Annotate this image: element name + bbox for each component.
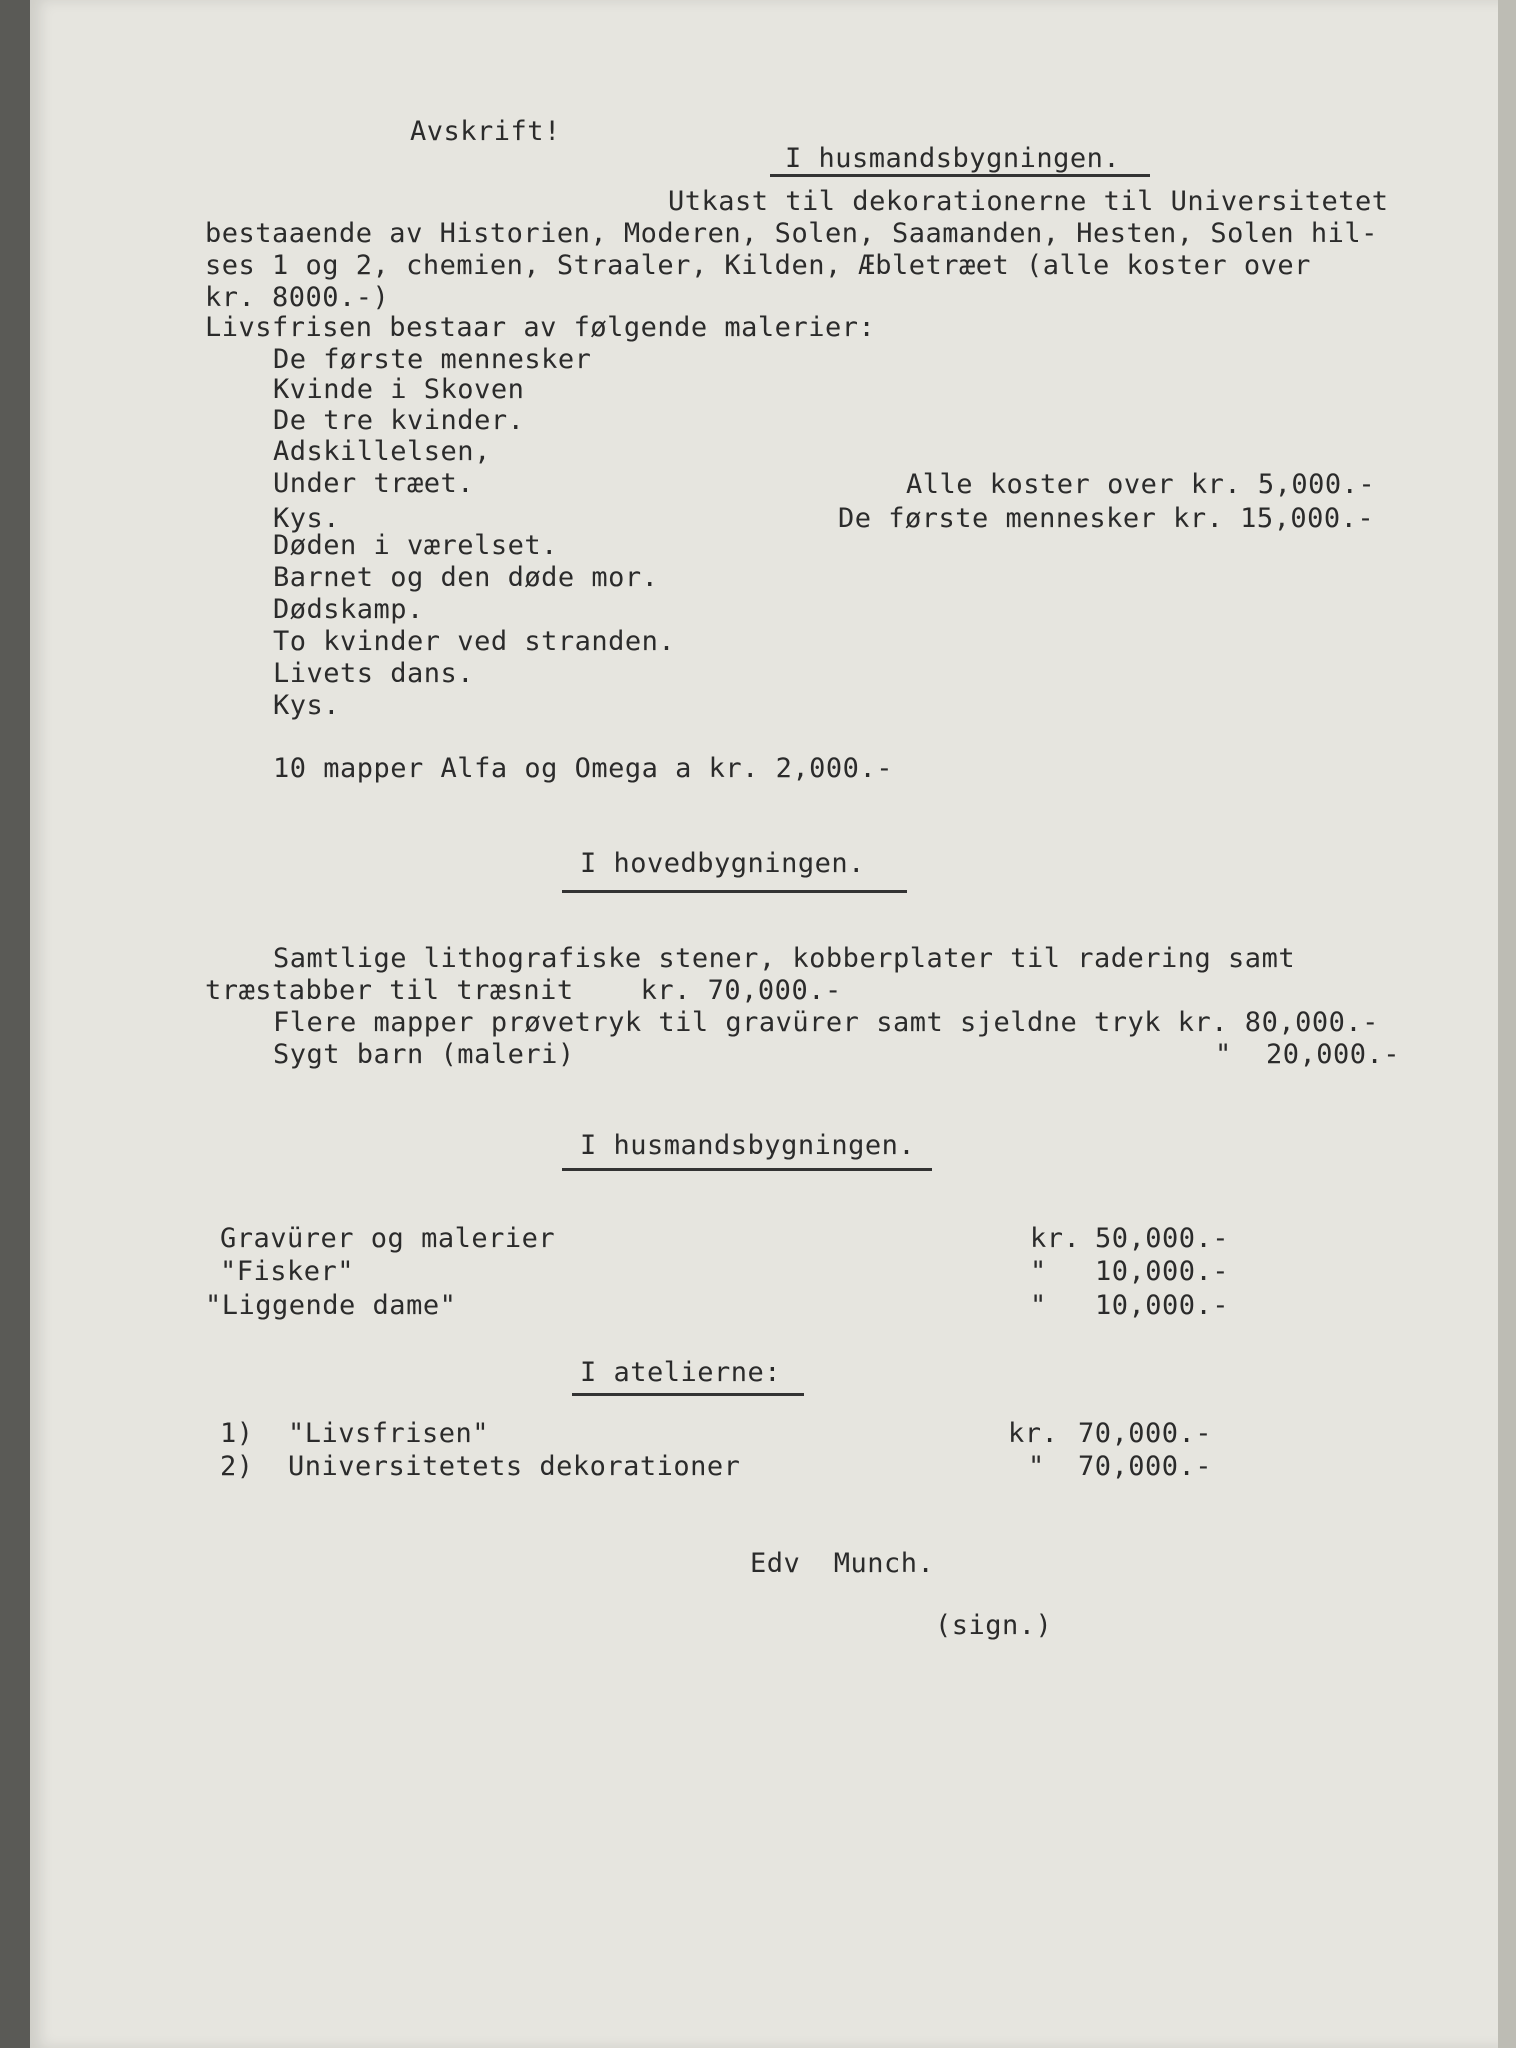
- list-item: Under træet.: [273, 468, 475, 499]
- intro-line-5: Livsfrisen bestaar av følgende malerier:: [205, 312, 876, 343]
- livsfrisen-note-1: Alle koster over kr. 5,000.-: [906, 469, 1376, 500]
- list-item: Kys.: [273, 503, 341, 534]
- table-row-value: 70,000.-: [1078, 1451, 1213, 1482]
- list-item: Dødskamp.: [273, 594, 424, 625]
- table-row-num: 2): [220, 1451, 254, 1482]
- intro-line-4: kr. 8000.-): [205, 282, 390, 313]
- list-item: De tre kvinder.: [273, 405, 525, 436]
- list-item: De første mennesker: [273, 344, 592, 375]
- signature-name: Edv Munch.: [750, 1548, 935, 1579]
- intro-line-1: Utkast til dekorationerne til Universitetet: [668, 186, 1389, 217]
- section3-title: I husmandsbygningen.: [580, 1130, 916, 1161]
- table-row-value: 70,000.-: [1078, 1418, 1213, 1449]
- section4-title: I atelierne:: [580, 1357, 782, 1388]
- table-row-label: "Liggende dame": [205, 1290, 457, 1321]
- section4-title-underline: [572, 1393, 804, 1396]
- table-row-value: 10,000.-: [1095, 1256, 1230, 1287]
- section2-title-underline: [562, 890, 907, 893]
- section1-title: I husmandsbygningen.: [785, 143, 1121, 174]
- table-row-prefix: kr.: [1030, 1223, 1081, 1254]
- list-item: Kvinde i Skoven: [273, 374, 525, 405]
- list-item: Barnet og den døde mor.: [273, 562, 659, 593]
- intro-line-2: bestaaende av Historien, Moderen, Solen, Saamanden, Hesten, Solen hil-: [205, 218, 1378, 249]
- list-item: Livets dans.: [273, 658, 475, 689]
- section2-line-3: Flere mapper prøvetryk til gravürer samt sjeldne tryk kr. 80,000.-: [273, 1007, 1379, 1038]
- list-item: Døden i værelset.: [273, 530, 558, 561]
- list-item: Adskillelsen,: [273, 436, 491, 467]
- table-row-prefix: ": [1030, 1256, 1047, 1287]
- section2-line-4-ditto: ": [1215, 1039, 1232, 1070]
- intro-line-3: ses 1 og 2, chemien, Straaler, Kilden, Æbletræet (alle koster over: [205, 250, 1311, 281]
- page-right-edge: [1498, 0, 1516, 2048]
- table-row-num: 1): [220, 1418, 254, 1449]
- section2-line-1: Samtlige lithografiske stener, kobberplater til radering samt: [273, 943, 1296, 974]
- livsfrisen-note-2: De første mennesker kr. 15,000.-: [838, 503, 1375, 534]
- list-item: To kvinder ved stranden.: [273, 626, 676, 657]
- avskrift-label: Avskrift!: [410, 116, 561, 147]
- table-row-label: Gravürer og malerier: [220, 1223, 556, 1254]
- signature-sign: (sign.): [935, 1610, 1053, 1641]
- table-row-prefix: kr.: [1008, 1418, 1059, 1449]
- section2-line-4-label: Sygt barn (maleri): [273, 1039, 575, 1070]
- binding-edge: [0, 0, 30, 2048]
- section2-line-2: træstabber til træsnit kr. 70,000.-: [205, 975, 842, 1006]
- section3-title-underline: [562, 1168, 932, 1171]
- table-row-value: 50,000.-: [1095, 1223, 1230, 1254]
- list-item: Kys.: [273, 690, 341, 721]
- table-row-label: "Livsfrisen": [288, 1418, 490, 1449]
- section2-title: I hovedbygningen.: [580, 848, 865, 879]
- table-row-prefix: ": [1028, 1451, 1045, 1482]
- table-row-label: Universitetets dekorationer: [288, 1451, 741, 1482]
- section2-line-4-value: 20,000.-: [1266, 1039, 1401, 1070]
- mapper-line: 10 mapper Alfa og Omega a kr. 2,000.-: [273, 753, 893, 784]
- table-row-prefix: ": [1030, 1290, 1047, 1321]
- table-row-value: 10,000.-: [1095, 1290, 1230, 1321]
- section1-title-underline: [770, 174, 1150, 177]
- table-row-label: "Fisker": [220, 1256, 355, 1287]
